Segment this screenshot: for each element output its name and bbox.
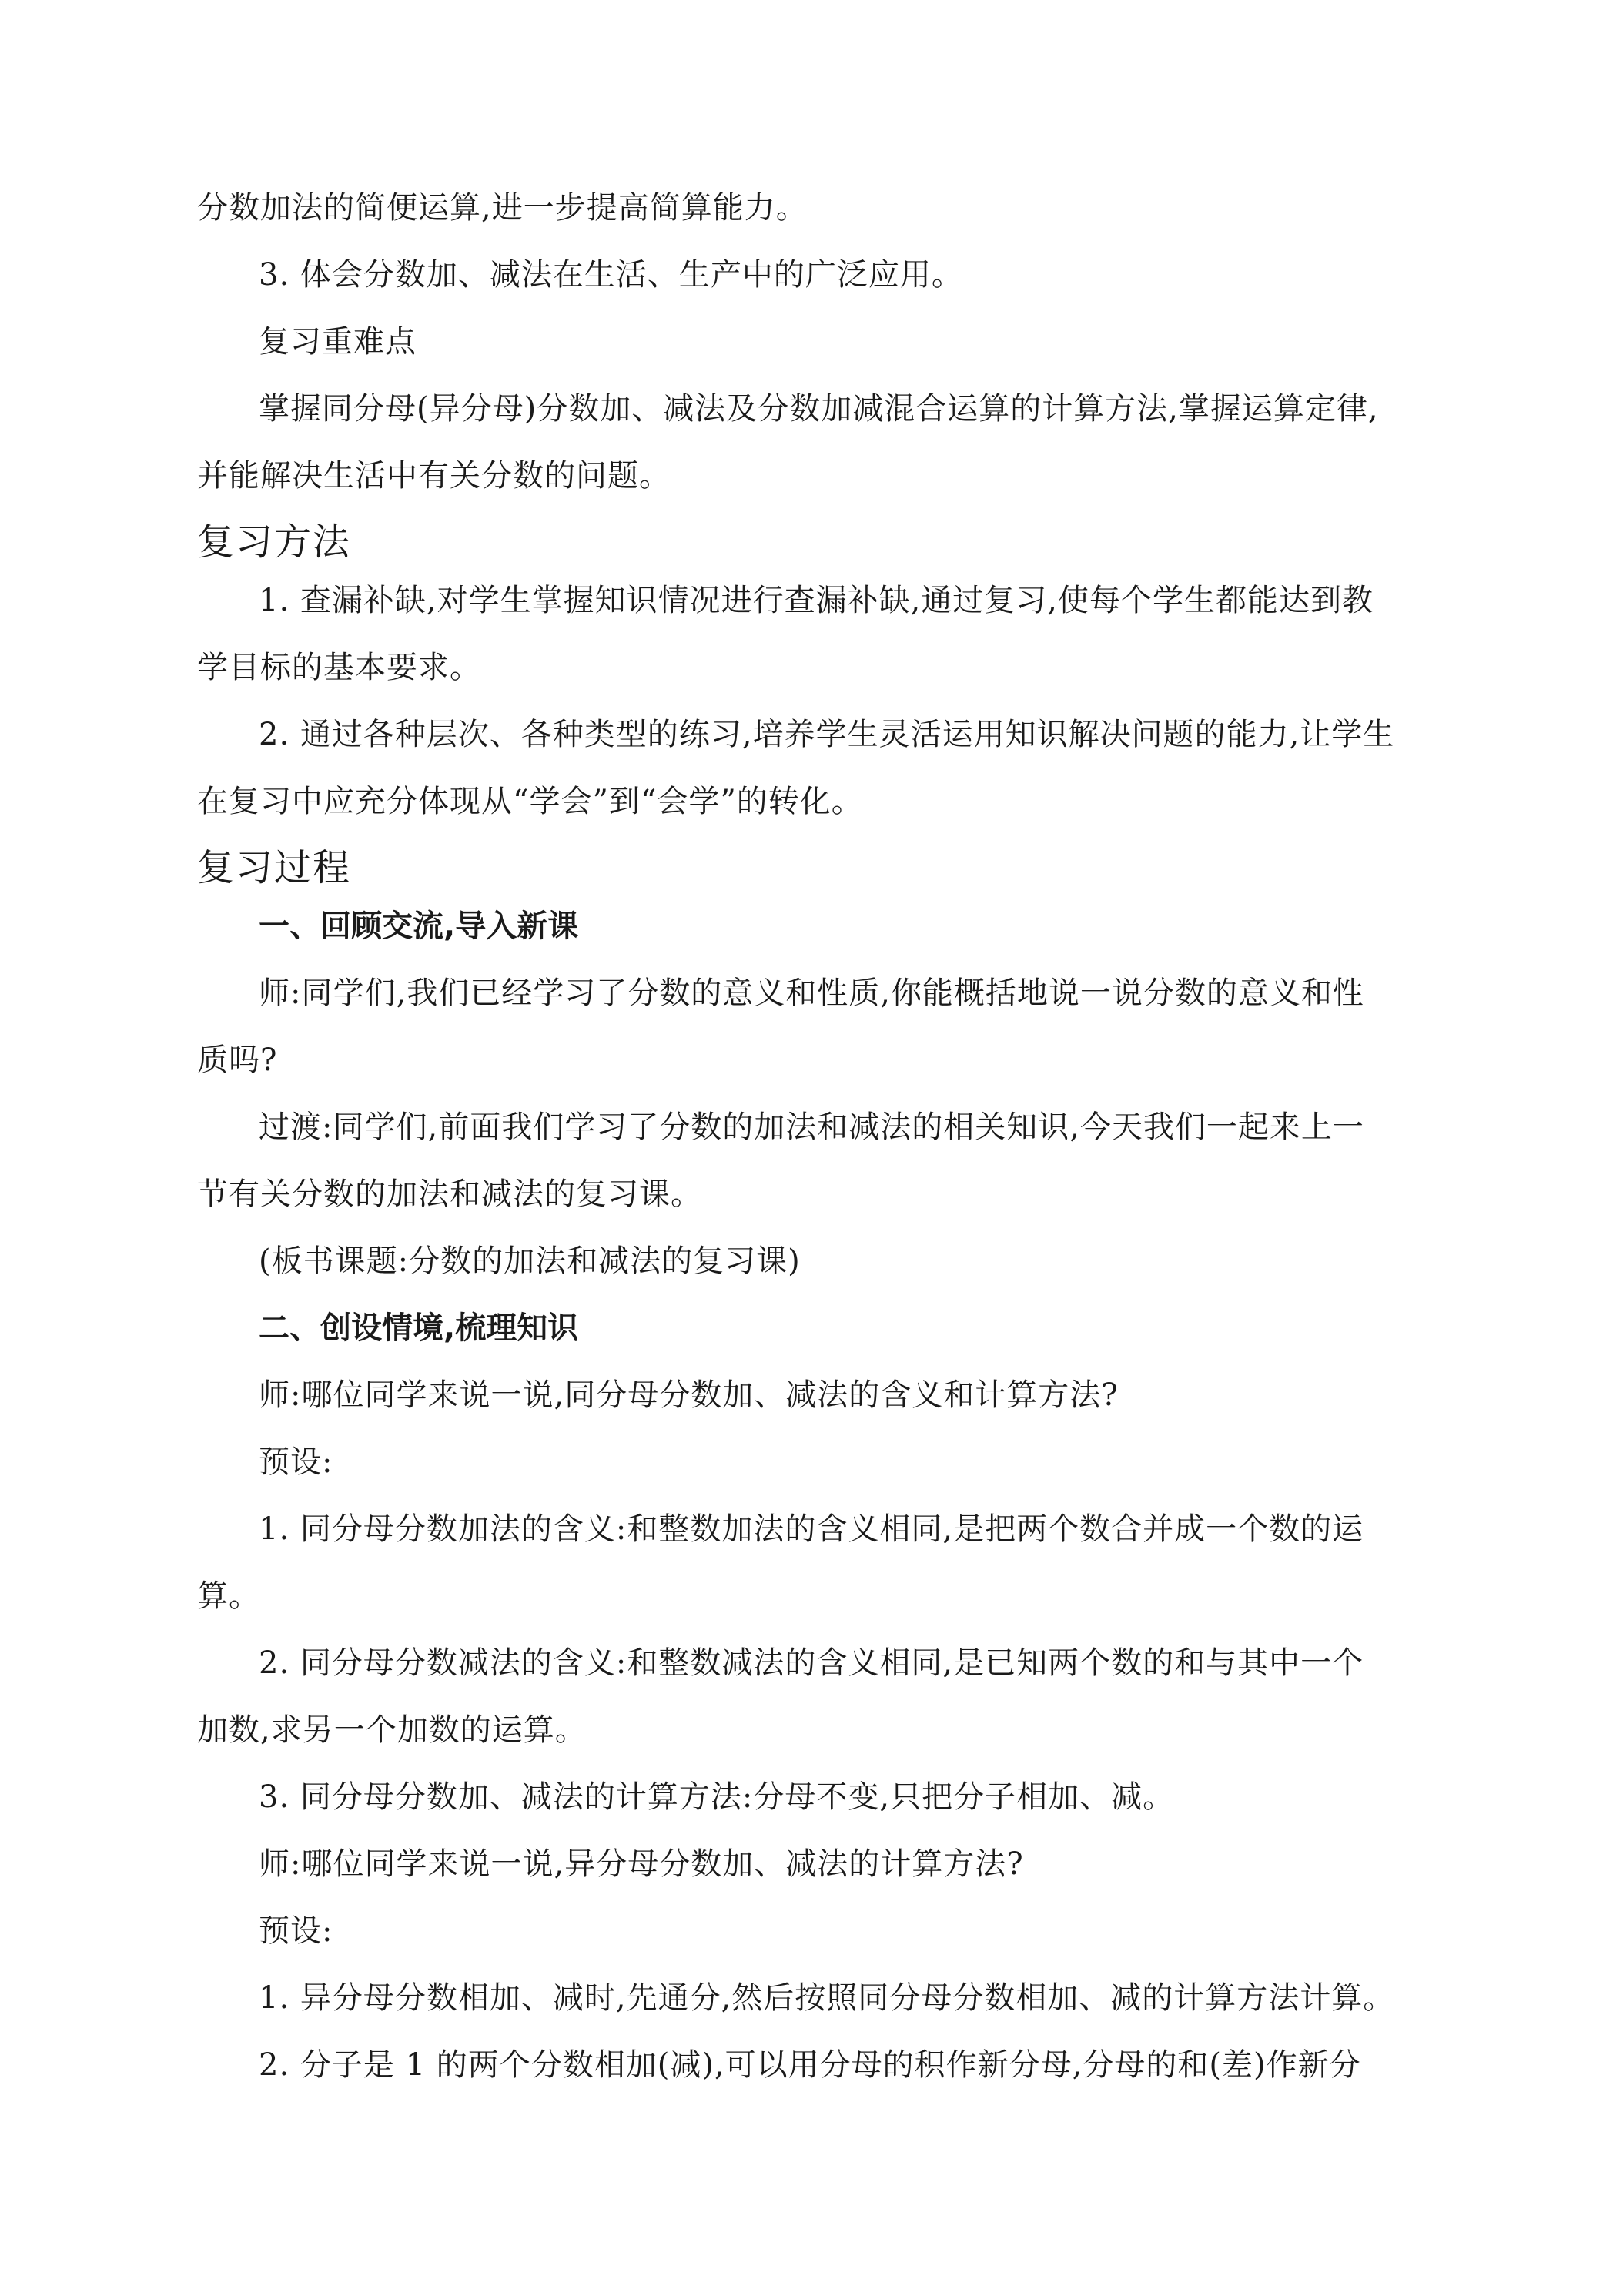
text-line: 预设: — [259, 1913, 333, 1949]
paragraph-teacher-question-2 — [197, 1372, 1429, 1418]
paragraph-key-points — [197, 386, 1429, 499]
text-line: 1. 同分母分数加法的含义:和整数加法的含义相同,是把两个数合并成一个数的运 — [259, 1511, 1364, 1547]
paragraph-board-title — [197, 1238, 1429, 1284]
paragraph-preset-item-3 — [197, 1774, 1429, 1820]
document-body — [197, 185, 1429, 2088]
text-line: 预设: — [259, 1444, 333, 1480]
text-line: 1. 查漏补缺,对学生掌握知识情况进行查漏补缺,通过复习,使每个学生都能达到教 — [259, 583, 1374, 618]
text-line: 2. 通过各种层次、各种类型的练习,培养学生灵活运用知识解决问题的能力,让学生 — [259, 717, 1395, 752]
section-heading-review-process: 复习过程 — [197, 846, 352, 889]
text-line: 节有关分数的加法和减法的复习课。 — [197, 1176, 702, 1212]
text-line: 3. 体会分数加、减法在生活、生产中的广泛应用。 — [259, 257, 963, 293]
paragraph-key-points-label — [197, 319, 1429, 365]
subsection-heading-1: 一、回顾交流,导入新课 — [259, 909, 579, 944]
paragraph-preset-2 — [197, 1908, 1429, 1954]
paragraph-preset-item-2 — [197, 1640, 1429, 1753]
text-line: 并能解决生活中有关分数的问题。 — [197, 458, 671, 494]
paragraph-teacher-question-1 — [197, 970, 1429, 1083]
text-line: 掌握同分母(异分母)分数加、减法及分数加减混合运算的计算方法,掌握运算定律, — [259, 391, 1379, 427]
subsection-heading-2: 二、创设情境,梳理知识 — [259, 1310, 579, 1346]
text-line: 师:哪位同学来说一说,同分母分数加、减法的含义和计算方法? — [259, 1377, 1119, 1413]
section-heading-review-method: 复习方法 — [197, 520, 352, 564]
text-line: 师:哪位同学来说一说,异分母分数加、减法的计算方法? — [259, 1846, 1024, 1882]
paragraph-continuation — [197, 185, 1429, 231]
paragraph-teacher-question-3 — [197, 1841, 1429, 1887]
paragraph-objective-3 — [197, 252, 1429, 298]
text-line: 1. 异分母分数相加、减时,先通分,然后按照同分母分数相加、减的计算方法计算。 — [259, 1980, 1395, 2016]
text-line: 3. 同分母分数加、减法的计算方法:分母不变,只把分子相加、减。 — [259, 1779, 1175, 1815]
text-line: 过渡:同学们,前面我们学习了分数的加法和减法的相关知识,今天我们一起来上一 — [259, 1110, 1364, 1145]
paragraph-preset-item-1 — [197, 1506, 1429, 1619]
paragraph-transition — [197, 1104, 1429, 1217]
text-line: 质吗? — [197, 1043, 278, 1078]
text-line: 算。 — [197, 1578, 260, 1614]
paragraph-method-1 — [197, 577, 1429, 691]
paragraph-preset-item-5 — [197, 2042, 1429, 2088]
paragraph-preset-item-4 — [197, 1975, 1429, 2021]
paragraph-method-2 — [197, 711, 1429, 825]
text-line: 分数加法的简便运算,进一步提高简算能力。 — [197, 190, 808, 226]
text-line: 加数,求另一个加数的运算。 — [197, 1712, 587, 1748]
text-line: 在复习中应充分体现从“学会”到“会学”的转化。 — [197, 784, 863, 819]
paragraph-preset-1 — [197, 1439, 1429, 1485]
text-line: 学目标的基本要求。 — [197, 650, 481, 685]
text-line: 2. 同分母分数减法的含义:和整数减法的含义相同,是已知两个数的和与其中一个 — [259, 1645, 1364, 1681]
text-line: 2. 分子是 1 的两个分数相加(减),可以用分母的积作新分母,分母的和(差)作新分 — [259, 2047, 1361, 2083]
text-line: 师:同学们,我们已经学习了分数的意义和性质,你能概括地说一说分数的意义和性 — [259, 976, 1364, 1011]
text-line: 复习重难点 — [259, 324, 417, 360]
text-line: (板书课题:分数的加法和减法的复习课) — [259, 1243, 801, 1279]
